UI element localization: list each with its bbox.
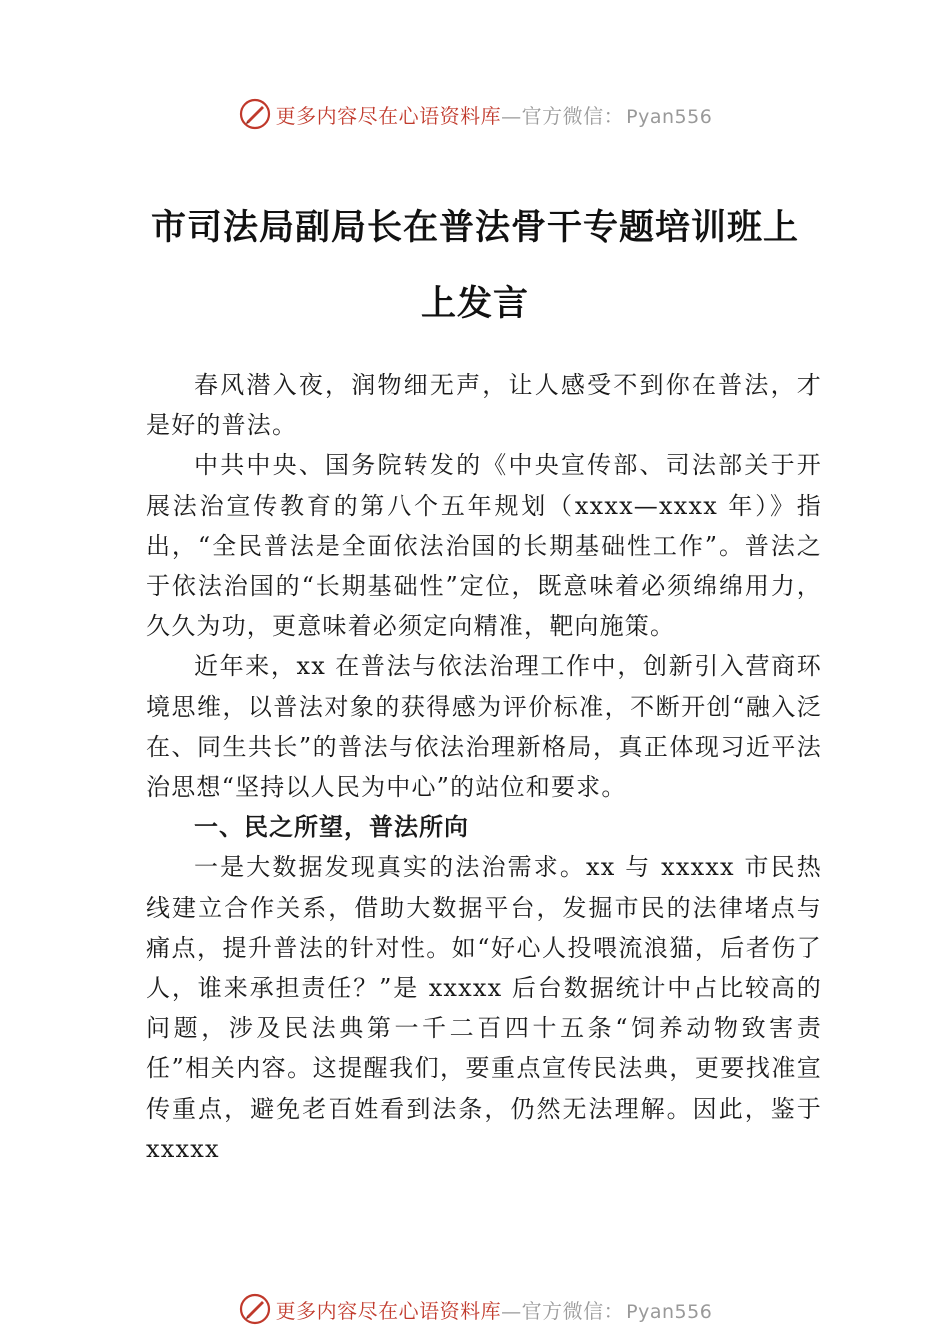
document-title: 市司法局副局长在普法骨干专题培训班上上发言	[150, 207, 799, 324]
paragraph: 春风潜入夜，润物细无声，让人感受不到你在普法，才是好的普法。	[146, 371, 822, 440]
section-heading: 一、民之所望，普法所向	[194, 813, 469, 842]
pen-seal-icon	[238, 1292, 272, 1326]
paragraph: 一是大数据发现真实的法治需求。xx 与 xxxxx 市民热线建立合作关系，借助大数据平台，发掘市民的法律堵点与痛点，提升普法的针对性。如“好心人投喂流浪猫，后者伤了人，谁来承担责任？”是 xxxxx 后台数据统计中占比较高的问题，涉及民法典第一千二百四十五条“饲养动物致害责任”相关内容。这提醒我们，要重点宣传民法典，更要找准宣传重点，避免老百姓看到法条，仍然无法理解。因此，鉴于 xxxxx	[146, 853, 822, 1163]
banner-wechat-label: —官方微信：	[501, 1298, 625, 1323]
paragraph: 近年来，xx 在普法与依法治理工作中，创新引入营商环境思维，以普法对象的获得感为评价标准，不断开创“融入泛在、同生共长”的普法与依法治理新格局，真正体现习近平法治思想“坚持以人民为中心”的站位和要求。	[146, 652, 822, 802]
banner-brand: 更多内容尽在心语资料库	[275, 103, 502, 128]
document-body	[146, 365, 822, 1169]
banner-brand: 更多内容尽在心语资料库	[275, 1298, 502, 1323]
banner-wechat-id: Pyan556	[626, 105, 713, 128]
footer-watermark-banner	[0, 1289, 950, 1329]
banner-wechat-label: —官方微信：	[501, 103, 625, 128]
header-watermark-banner	[0, 94, 950, 134]
paragraph: 中共中央、国务院转发的《中央宣传部、司法部关于开展法治宣传教育的第八个五年规划（xxxx—xxxx 年）》指出，“全民普法是全面依法治国的长期基础性工作”。普法之于依法治国的“长期基础性”定位，既意味着必须绵绵用力， 久久为功，更意味着必须定向精准，靶向施策。	[146, 451, 822, 641]
banner-wechat-id: Pyan556	[626, 1300, 713, 1323]
pen-seal-icon	[238, 97, 272, 131]
